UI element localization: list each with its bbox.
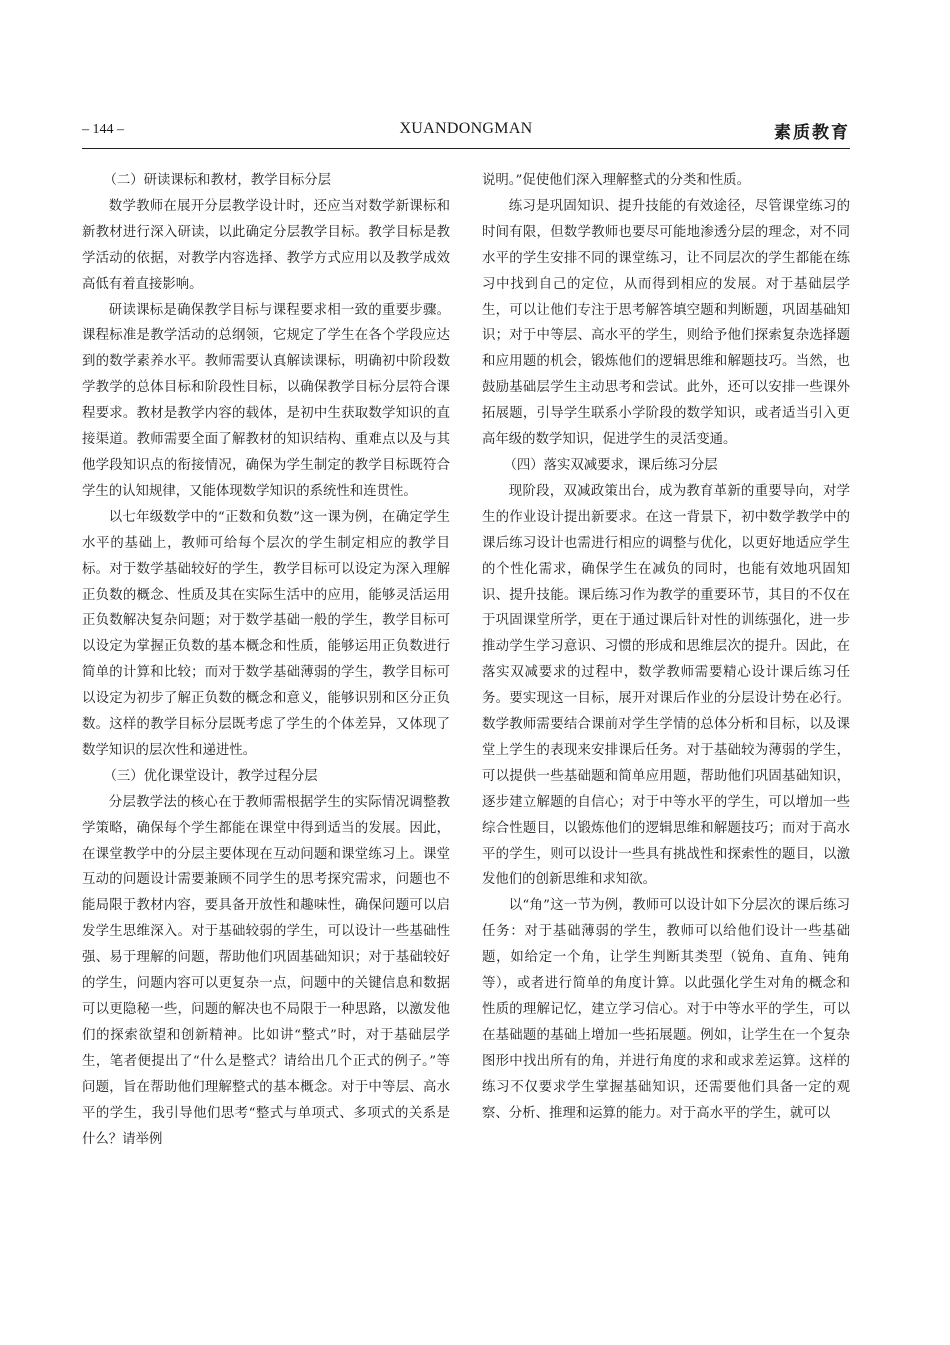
- paragraph: 数学教师在展开分层教学设计时，还应当对数学新课标和新教材进行深入研读，以此确定分层教学目标。教学目标是教学活动的依据，对教学内容选择、教学方式应用以及教学成效高低有着直接影响。: [82, 198, 450, 292]
- paragraph: 练习是巩固知识、提升技能的有效途径，尽管课堂练习的时间有限，但数学教师也要尽可能地渗透分层的理念，对不同水平的学生安排不同的课堂练习，让不同层次的学生都能在练习中找到自己的定位，从而得到相应的发展。对于基础层学生，可以让他们专注于思考解答填空题和判断题，巩固基础知识；对于中等层、高水平的学生，则给予他们探索复杂选择题和应用题的机会，锻炼他们的逻辑思维和解题技巧。当然，也鼓励基础层学生主动思考和尝试。此外，还可以安排一些课外拓展题，引导学生联系小学阶段的数学知识，或者适当引入更高年级的数学知识，促进学生的灵活变通。: [482, 198, 850, 448]
- section-title: 素质教育: [774, 123, 850, 143]
- header-rule: [82, 148, 850, 149]
- paragraph: 研读课标是确保教学目标与课程要求相一致的重要步骤。课程标准是教学活动的总纲领，它规定了学生在各个学段应达到的数学素养水平。教师需要认真解读课标，明确初中阶段数学教学的总体目标和阶段性目标，以确保教学目标分层符合课程要求。教材是教学内容的载体，是初中生获取数学知识的直接渠道。教师需要全面了解教材的知识结构、重难点以及与其他学段知识点的衔接情况，确保为学生制定的教学目标既符合学生的认知规律，又能体现数学知识的系统性和连贯性。: [82, 302, 450, 499]
- section-heading-2: （二）研读课标和教材，教学目标分层: [103, 173, 332, 188]
- page-header: [82, 118, 850, 146]
- section-heading-4: （四）落实双减要求，课后练习分层: [503, 457, 718, 473]
- section-heading-3: （三）优化课堂设计，教学过程分层: [103, 768, 318, 784]
- paragraph: 以七年级数学中的“正数和负数”这一课为例，在确定学生水平的基础上，教师可给每个层次的学生制定相应的教学目标。对于数学基础较好的学生，教学目标可以设定为深入理解正负数的概念、性质及其在实际生活中的应用，能够灵活运用正负数解决复杂问题；对于数学基础一般的学生，教学目标可以设定为掌握正负数的基本概念和性质，能够运用正负数进行简单的计算和比较；而对于数学基础薄弱的学生，教学目标可以设定为初步了解正负数的概念和意义，能够识别和区分正负数。这样的教学目标分层既考虑了学生的个体差异，又体现了数学知识的层次性和递进性。: [82, 509, 450, 758]
- paragraph: 分层教学法的核心在于教师需根据学生的实际情况调整教学策略，确保每个学生都能在课堂中得到适当的发展。因此，在课堂教学中的分层主要体现在互动问题和课堂练习上。课堂互动的问题设计需要兼顾不同学生的思考探究需求，问题也不能局限于教材内容，要具备开放性和趣味性，确保问题可以启发学生思维深入。对于基础较弱的学生，可以设计一些基础性强、易于理解的问题，帮助他们巩固基础知识；对于基础较好的学生，问题内容可以更复杂一点，问题中的关键信息和数据可以更隐秘一些，问题的解决也不局限于一种思路，以激发他们的探索欲望和创新精神。比如讲“整式”时，对于基础层学生，笔者便提出了“什么是整式？请给出几个正式的例子。”等问题，旨在帮助他们理解整式的基本概念。对于中等层、高水平的学生，我引导他们思考“整式与单项式、多项式的关系是什么？请举例: [82, 794, 450, 1147]
- paragraph: 现阶段，双减政策出台，成为教育革新的重要导向，对学生的作业设计提出新要求。在这一背景下，初中数学教学中的课后练习设计也需进行相应的调整与优化，以更好地适应学生的个性化需求，确保学生在减负的同时，也能有效地巩固知识、提升技能。课后练习作为教学的重要环节，其目的不仅在于巩固课堂所学，更在于通过课后针对性的训练强化，进一步推动学生学习意识、习惯的形成和思维层次的提升。因此，在落实双减要求的过程中，数学教师需要精心设计课后练习任务。要实现这一目标，展开对课后作业的分层设计势在必行。数学教师需要结合课前对学生学情的总体分析和目标，以及课堂上学生的表现来安排课后任务。对于基础较为薄弱的学生，可以提供一些基础题和简单应用题，帮助他们巩固基础知识，逐步建立解题的自信心；对于中等水平的学生，可以增加一些综合性题目，以锻炼他们的逻辑思维和解题技巧；而对于高水平的学生，则可以设计一些具有挑战性和探索性的题目，以激发他们的创新思维和求知欲。: [482, 483, 850, 888]
- page-number: – 144 –: [82, 122, 124, 137]
- right-column: [482, 168, 850, 1127]
- paragraph-continued: 说明。”促使他们深入理解整式的分类和性质。: [482, 173, 750, 188]
- paragraph: 以“角”这一节为例，教师可以设计如下分层次的课后练习任务：对于基础薄弱的学生，教师可以给他们设计一些基础题，如给定一个角，让学生判断其类型（锐角、直角、钝角等），或者进行简单的角度计算。以此强化学生对角的概念和性质的理解记忆，建立学习信心。对于中等水平的学生，可以在基础题的基础上增加一些拓展题。例如，让学生在一个复杂图形中找出所有的角，并进行角度的求和或求差运算。这样的练习不仅要求学生掌握基础知识，还需要他们具备一定的观察、分析、推理和运算的能力。对于高水平的学生，就可以: [482, 898, 850, 1121]
- left-column: [82, 168, 450, 1152]
- journal-title: XUANDONGMAN: [399, 120, 533, 137]
